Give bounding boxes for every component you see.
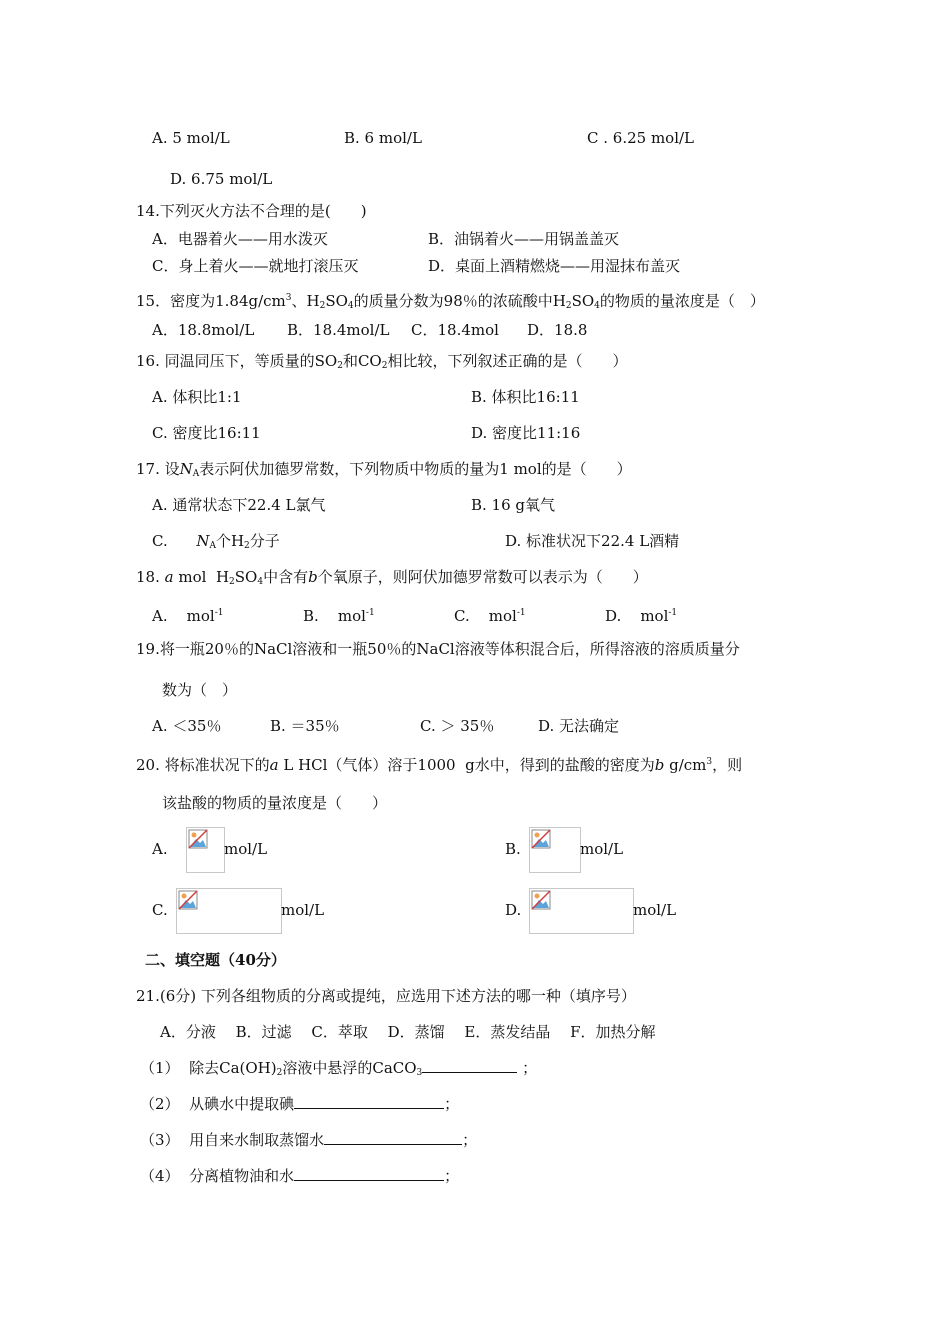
q14-option-d: D．桌面上酒精燃烧——用湿抹布盖灭 <box>428 257 681 275</box>
q21-item-3: （3） 用自来水制取蒸馏水 ； <box>140 1131 478 1149</box>
q20-stem: 20. 将标准状况下的a L HCl（气体）溶于1000 g水中，得到的盐酸的密度为b $g/cm^3$，则 <box>136 756 743 774</box>
q15-stem: 15．密度为$1.84g/cm^3$、$H_2SO_4$的质量分数为98％的浓硫酸中$H_2SO_4$的物质的量浓度是（ ） <box>136 292 765 311</box>
q19-option-c: C. ＞ 35％ <box>420 717 495 735</box>
q15-option-a: A．18.8mol/L <box>152 321 255 339</box>
q20-option-c-unit: mol/L <box>281 901 325 919</box>
q13-option-c: C . 6.25 mol/L <box>587 129 695 147</box>
q16-option-b: B. 体积比16:11 <box>471 388 580 406</box>
q20-option-b-unit: mol/L <box>580 840 624 858</box>
q15-option-d: D．18.8 <box>527 321 588 339</box>
q20-option-c-label: C. <box>152 901 168 919</box>
q14-option-a: A．电器着火——用水泼灭 <box>152 230 328 248</box>
answer-blank-1[interactable] <box>422 1058 517 1073</box>
q14-option-b: B．油锅着火——用锅盖盖灭 <box>428 230 620 248</box>
q19-option-a: A. ＜35％ <box>152 717 222 735</box>
q19-stem-cont: 数为（ ） <box>162 681 238 699</box>
broken-image-icon <box>178 890 198 910</box>
q18-option-b: B. mol$^{-1}$ <box>303 607 375 625</box>
formula-image-a <box>186 827 225 873</box>
q18-stem: 18. a mol $H_2SO_4$中含有b个氧原子，则阿伏加德罗常数可以表示为（ ） <box>136 568 648 587</box>
q20-option-b-label: B. <box>505 840 521 858</box>
q19-option-d: D. 无法确定 <box>538 717 620 735</box>
q18-option-d: D. mol$^{-1}$ <box>605 607 678 625</box>
q17-option-b: B. 16 g氧气 <box>471 496 556 514</box>
q20-option-d-label: D. <box>505 901 522 919</box>
q17-option-d: D. 标准状况下22.4 L酒精 <box>505 532 680 550</box>
answer-blank-4[interactable] <box>294 1166 444 1181</box>
q19-stem: 19.将一瓶20％的NaCl溶液和一瓶50％的NaCl溶液等体积混合后，所得溶液的溶质质量分 <box>136 640 740 658</box>
q17-option-a: A. 通常状态下22.4 L氯气 <box>152 496 326 514</box>
q20-option-a-label: A. <box>152 840 168 858</box>
q21-methods: A．分液 B．过滤 C．萃取 D．蒸馏 E．蒸发结晶 F．加热分解 <box>160 1023 656 1041</box>
answer-blank-3[interactable] <box>324 1130 462 1145</box>
q21-item-1: （1） 除去$Ca(OH)_2$溶液中悬浮的CaCO$_3$ ； <box>140 1059 538 1078</box>
q20-stem-cont: 该盐酸的物质的量浓度是（ ） <box>162 794 388 812</box>
q13-option-d: D. 6.75 mol/L <box>170 170 273 188</box>
q21-item-2: （2） 从碘水中提取碘 ； <box>140 1095 460 1113</box>
q18-option-c: C. mol$^{-1}$ <box>454 607 526 625</box>
q13-option-a: A. 5 mol/L <box>152 129 230 147</box>
broken-image-icon <box>531 890 551 910</box>
q17-option-c: C. $N_A$个$H_2$分子 <box>152 532 280 551</box>
q16-option-d: D. 密度比11:16 <box>471 424 581 442</box>
q14-option-c: C．身上着火——就地打滚压灭 <box>152 257 359 275</box>
q14-stem: 14.下列灭火方法不合理的是( ) <box>136 202 367 220</box>
q18-option-a: A. mol$^{-1}$ <box>152 607 224 625</box>
q20-option-d-unit: mol/L <box>633 901 677 919</box>
broken-image-icon <box>531 829 551 849</box>
formula-image-b <box>529 827 581 873</box>
q16-stem: 16. 同温同压下，等质量的$SO_2$和$CO_2$相比较，下列叙述正确的是（ ） <box>136 352 628 371</box>
section-heading: 二、填空题（40分） <box>145 951 286 969</box>
q15-option-b: B．18.4mol/L <box>287 321 390 339</box>
q19-option-b: B. ＝35％ <box>270 717 340 735</box>
answer-blank-2[interactable] <box>294 1094 444 1109</box>
q20-option-a-unit: mol/L <box>224 840 268 858</box>
q17-stem: 17. 设$N_A$表示阿伏加德罗常数，下列物质中物质的量为1 mol的是（ ） <box>136 460 632 479</box>
q21-item-4: （4） 分离植物油和水 ； <box>140 1167 460 1185</box>
q15-option-c: C．18.4mol <box>411 321 499 339</box>
q16-option-a: A. 体积比1:1 <box>152 388 242 406</box>
q13-option-b: B. 6 mol/L <box>344 129 422 147</box>
q16-option-c: C. 密度比16:11 <box>152 424 261 442</box>
formula-image-d <box>529 888 634 934</box>
broken-image-icon <box>188 829 208 849</box>
formula-image-c <box>176 888 282 934</box>
q21-stem: 21.(6分) 下列各组物质的分离或提纯，应选用下述方法的哪一种（填序号） <box>136 987 636 1005</box>
